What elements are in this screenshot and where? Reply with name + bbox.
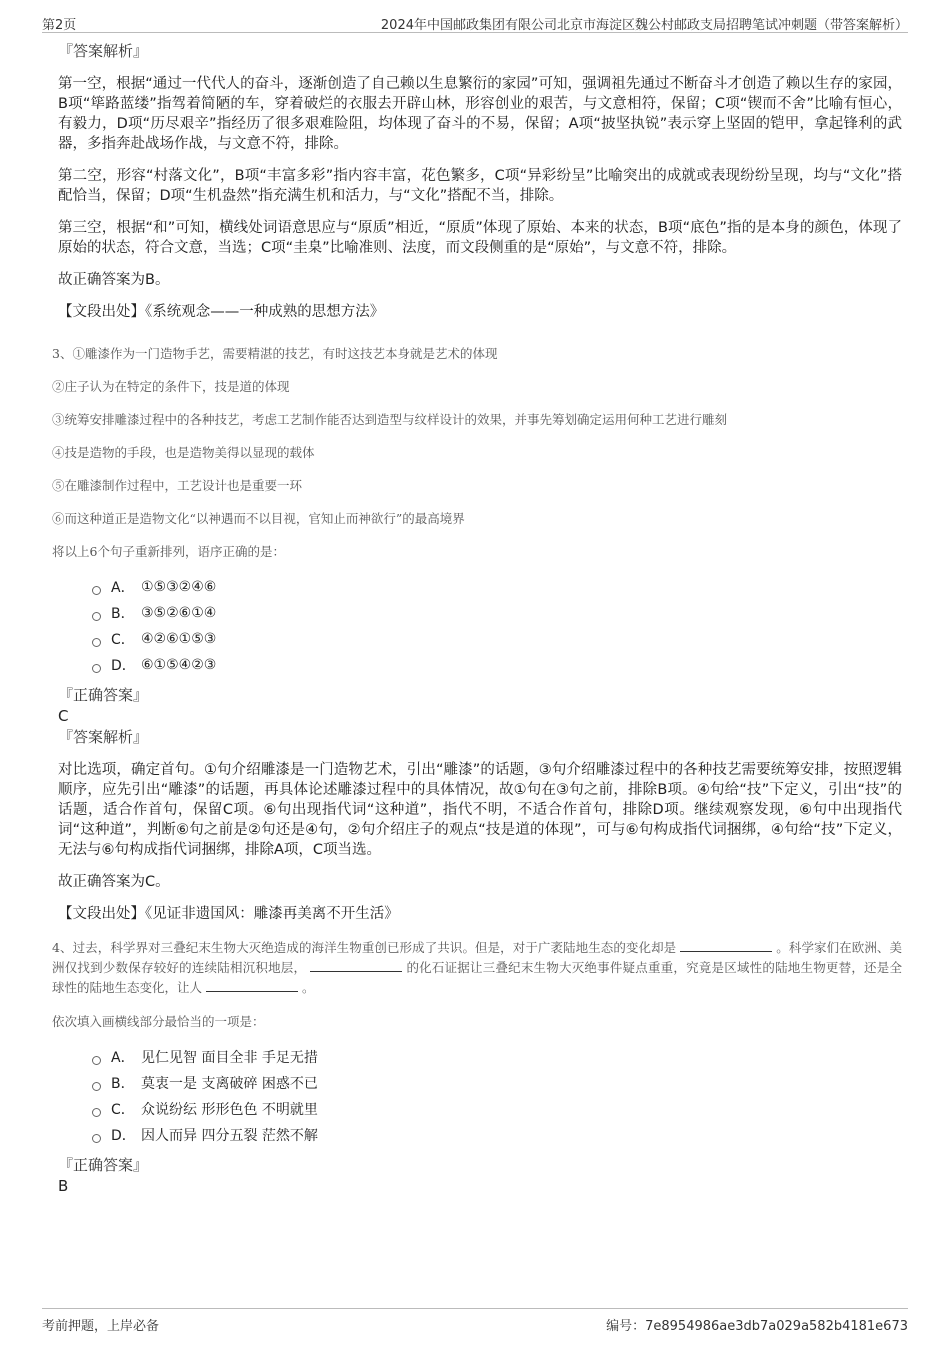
document-id: 编号：7e8954986ae3db7a029a582b4181e673	[606, 1319, 908, 1334]
option-text: ①⑤③②④⑥	[141, 579, 217, 595]
answer-conclusion: 故正确答案为C。	[58, 874, 170, 890]
correct-answer: C	[58, 707, 69, 725]
question-line: 3、①雕漆作为一门造物手艺，需要精湛的技艺，有时这技艺本身就是艺术的体现	[52, 346, 498, 361]
option-b[interactable]	[92, 600, 902, 626]
answer-blank	[680, 939, 772, 952]
option-text: 莫衷一是 支离破碎 困惑不已	[141, 1076, 318, 1092]
question-line: ②庄子认为在特定的条件下，技是道的体现	[52, 379, 290, 394]
option-c[interactable]	[92, 1096, 902, 1122]
option-label: D．	[111, 658, 136, 674]
option-b[interactable]	[92, 1070, 902, 1096]
option-label: B．	[111, 1076, 135, 1092]
option-text: 因人而异 四分五裂 茫然不解	[141, 1128, 318, 1144]
option-a[interactable]	[92, 574, 902, 600]
option-label: C．	[111, 632, 135, 648]
analysis-paragraph: 对比选项，确定首句。①句介绍雕漆是一门造物艺术，引出“雕漆”的话题，③句介绍雕漆过程中的各种技艺需要统筹安排，按照逻辑顺序，应先引出“雕漆”的话题，再具体论述雕漆过程中的具体情况，故①句在③句之前，排除B项。④句给“技”下定义，引出“技”的话题，适合作首句，保留C项。⑥句出现指代词“这种道”，指代不明，不适合作首句，排除D项。继续观察发现，⑥句中出现指代词“这种道”，判断⑥句之前是②句还是④句，②句介绍庄子的观点“技是道的体现”，可与⑥句构成指代词捆绑，④句给“技”下定义，无法与⑥句构成指代词捆绑，排除A项，C项当选。	[58, 762, 902, 858]
analysis-paragraph-2: 第二空，形容“村落文化”，B项“丰富多彩”指内容丰富，花色繁多，C项“异彩纷呈”比喻突出的成就或表现纷纷呈现，均与“文化”搭配恰当，保留；D项“生机盎然”指充满生机和活力，与“文化”搭配不当，排除。	[58, 168, 902, 204]
option-label: A．	[111, 580, 135, 596]
question-3	[52, 344, 902, 924]
option-c[interactable]	[92, 626, 902, 652]
passage-source: 【文段出处】《见证非遗国风：雕漆再美离不开生活》	[58, 906, 399, 922]
stem-text: 。科学家们在欧洲、美洲仅找到少数保存较好的连续陆相沉积地层，	[52, 940, 902, 975]
option-text: 见仁见智 面目全非 手足无措	[141, 1050, 318, 1066]
correct-answer-label: 『正确答案』	[58, 1156, 149, 1174]
analysis-paragraph-3: 第三空，根据“和”可知，横线处词语意思应与“原质”相近，“原质”体现了原始、本来的状态，B项“底色”指的是本身的颜色，体现了原始的状态，符合文意，当选；C项“圭臬”比喻准则、法度，而文段侧重的是“原始”，与文意不符，排除。	[58, 220, 902, 256]
option-d[interactable]	[92, 1122, 902, 1148]
option-label: B．	[111, 606, 135, 622]
option-d[interactable]	[92, 652, 902, 678]
radio-icon[interactable]	[92, 1082, 101, 1091]
option-text: ④②⑥①⑤③	[141, 631, 217, 647]
stem-text: 4、过去，科学界对三叠纪末生物大灭绝造成的海洋生物重创已形成了共识。但是，对于广袤陆地生态的变化却是	[52, 940, 677, 955]
page-number: 第2页	[42, 18, 77, 33]
answer-blank	[206, 979, 298, 992]
radio-icon[interactable]	[92, 664, 101, 673]
page-header	[42, 12, 908, 33]
page-footer	[42, 1308, 908, 1333]
option-a[interactable]	[92, 1044, 902, 1070]
question-stem	[52, 938, 902, 998]
analysis-label: 『答案解析』	[58, 728, 149, 746]
question-prompt: 将以上6个句子重新排列，语序正确的是：	[52, 544, 285, 559]
answer-blank	[310, 959, 402, 972]
radio-icon[interactable]	[92, 1134, 101, 1143]
question-4	[52, 938, 902, 1196]
analysis-paragraph-1: 第一空，根据“通过一代代人的奋斗，逐渐创造了自己赖以生息繁衍的家园”可知，强调祖先通过不断奋斗才创造了赖以生存的家园，B项“筚路蓝缕”指驾着简陋的车，穿着破烂的衣服去开辟山林，形容创业的艰苦，与文意相符，保留；C项“锲而不舍”比喻有恒心，有毅力，D项“历尽艰辛”指经历了很多艰难险阻，均体现了奋斗的不易，保留；A项“披坚执锐”表示穿上坚固的铠甲，拿起锋利的武器，多指奔赴战场作战，与文意不符，排除。	[58, 76, 902, 152]
radio-icon[interactable]	[92, 612, 101, 621]
option-text: ③⑤②⑥①④	[141, 605, 217, 621]
option-list	[92, 574, 902, 678]
question-line: ③统筹安排雕漆过程中的各种技艺，考虑工艺制作能否达到造型与纹样设计的效果，并事先筹划确定运用何种工艺进行雕刻	[52, 412, 728, 427]
footer-slogan: 考前押题，上岸必备	[42, 1319, 160, 1334]
option-text: 众说纷纭 形形色色 不明就里	[141, 1102, 318, 1118]
option-label: D．	[111, 1128, 136, 1144]
analysis-label: 『答案解析』	[58, 42, 149, 60]
question-line: ④技是造物的手段，也是造物美得以显现的载体	[52, 445, 315, 460]
document-title: 2024年中国邮政集团有限公司北京市海淀区魏公村邮政支局招聘笔试冲刺题（带答案解析）	[380, 18, 908, 33]
passage-source: 【文段出处】《系统观念——一种成熟的思想方法》	[58, 304, 385, 320]
correct-answer-label: 『正确答案』	[58, 686, 149, 704]
question-line: ⑥而这种道正是造物文化“以神遇而不以目视，官知止而神欲行”的最高境界	[52, 511, 465, 526]
radio-icon[interactable]	[92, 638, 101, 647]
option-label: A．	[111, 1050, 135, 1066]
stem-text: 的化石证据让三叠纪末生物大灭绝事件疑点重重，究竟是区域性的陆地生物更替，还是全球性的陆地生态变化，让人	[52, 960, 902, 995]
option-text: ⑥①⑤④②③	[141, 657, 217, 673]
option-label: C．	[111, 1102, 135, 1118]
correct-answer: B	[58, 1177, 69, 1195]
answer-conclusion: 故正确答案为B。	[58, 272, 170, 288]
radio-icon[interactable]	[92, 1108, 101, 1117]
radio-icon[interactable]	[92, 1056, 101, 1065]
option-list	[92, 1044, 902, 1148]
radio-icon[interactable]	[92, 586, 101, 595]
question-line: ⑤在雕漆制作过程中，工艺设计也是重要一环	[52, 478, 303, 493]
stem-text: 。	[302, 980, 315, 995]
question-prompt: 依次填入画横线部分最恰当的一项是：	[52, 1014, 265, 1029]
document-body	[52, 40, 902, 1196]
